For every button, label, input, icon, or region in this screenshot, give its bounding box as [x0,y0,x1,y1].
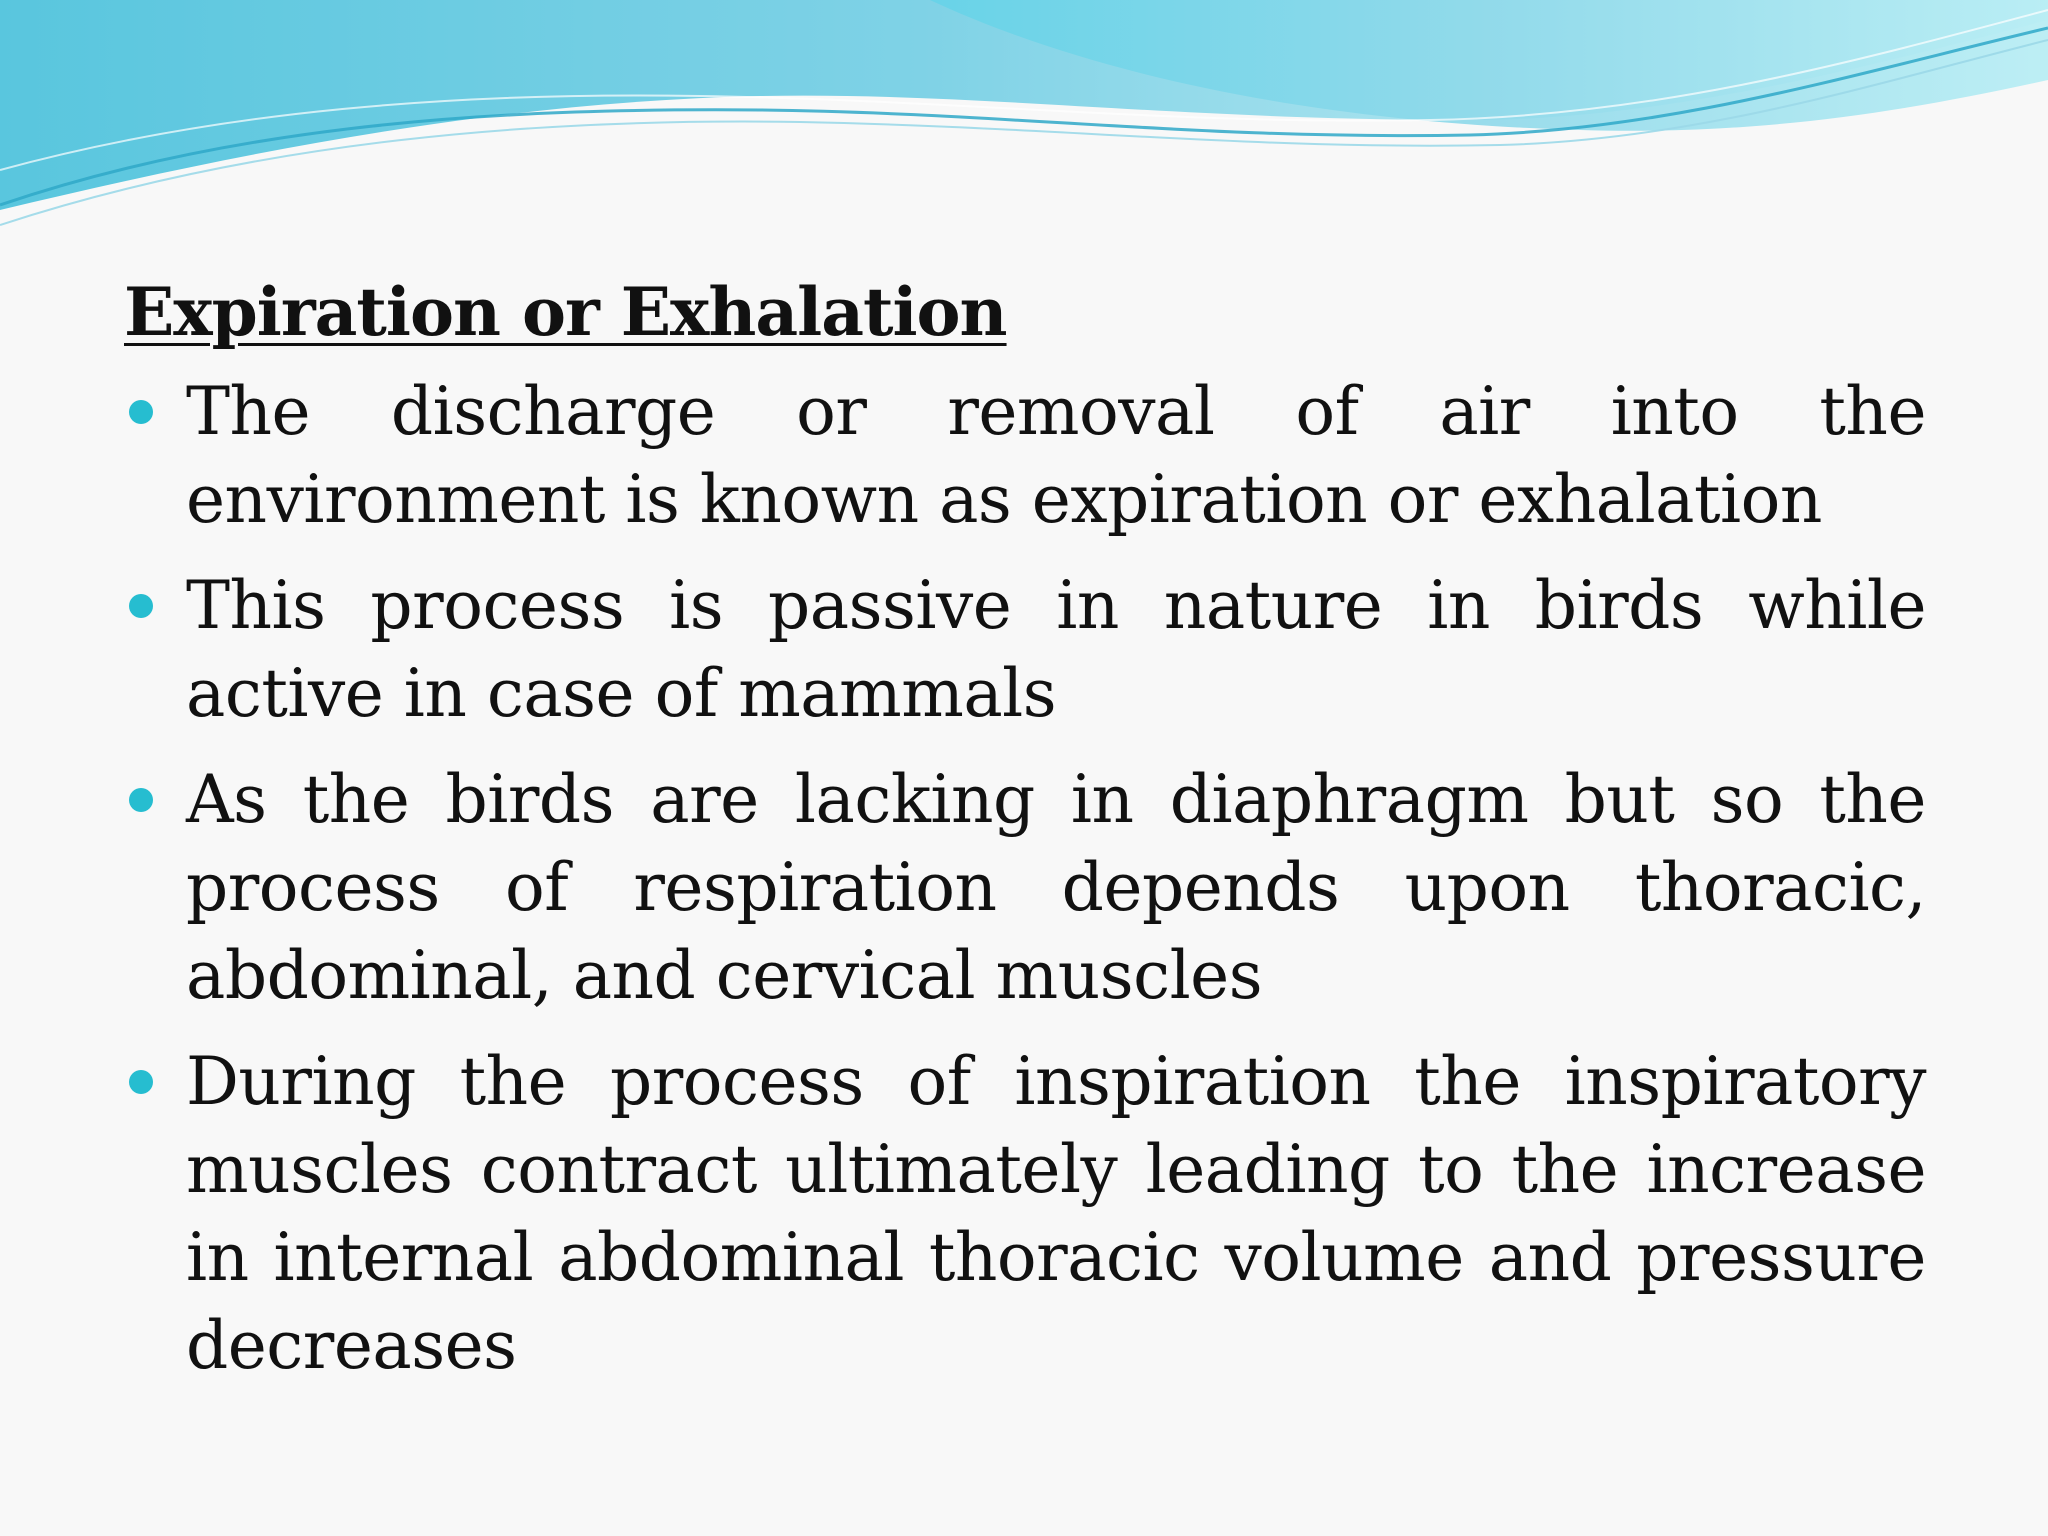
bullet-dot-icon [129,788,153,812]
bullet-item [124,368,1926,544]
slide-title: Expiration or Exhalation [124,273,1007,351]
bullet-dot-icon [129,400,153,424]
bullet-text: This process is passive in nature in birds while active in case of mammals [186,567,1926,732]
bullet-dot-icon [129,1070,153,1094]
bullet-text: During the process of inspiration the inspiratory muscles contract ultimately leading to the increase in internal abdominal thoracic volume and pressure decreases [186,1043,1926,1384]
bullet-list [124,368,1926,1390]
bullet-dot-icon [129,594,153,618]
slide-content [124,268,1926,1408]
bullet-item [124,1038,1926,1390]
bullet-item [124,756,1926,1020]
bullet-item [124,562,1926,738]
header-wave-decoration [0,0,2048,260]
bullet-text: As the birds are lacking in diaphragm but so the process of respiration depends upon thoracic, abdominal, and cervical muscles [186,761,1926,1014]
bullet-text: The discharge or removal of air into the environment is known as expiration or exhalation [186,373,1926,538]
